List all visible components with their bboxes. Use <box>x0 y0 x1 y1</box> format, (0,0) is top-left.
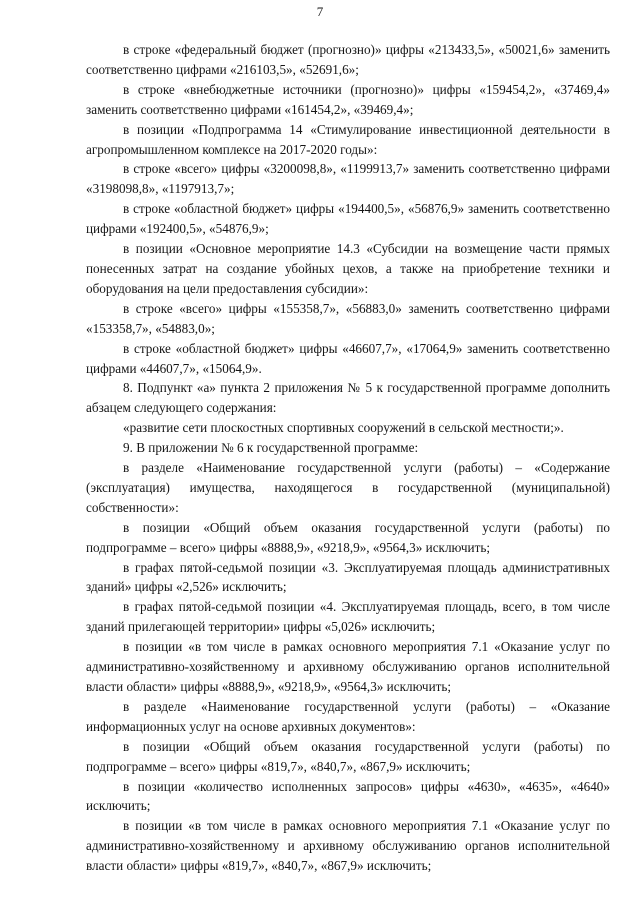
paragraph: в строке «областной бюджет» цифры «46607,7», «17064,9» заменить соответственно цифрами «44607,7», «15064,9». <box>86 340 610 376</box>
paragraph: «развитие сети плоскостных спортивных сооружений в сельской местности;». <box>123 420 564 436</box>
paragraph: в позиции «в том числе в рамках основного мероприятия 7.1 «Оказание услуг по административно-хозяйственному и архивному обслуживанию органов исполнительной власти области» цифры «819,7», «840,7», «867,9» исключить; <box>86 818 610 874</box>
paragraph: в графах пятой-седьмой позиции «3. Эксплуатируемая площадь административных зданий» цифры «2,526» исключить; <box>86 559 610 595</box>
paragraph: 9. В приложении № 6 к государственной программе: <box>123 440 419 456</box>
paragraph: в строке «федеральный бюджет (прогнозно)» цифры «213433,5», «50021,6» заменить соответственно цифрами «216103,5», «52691,6»; <box>86 42 610 77</box>
document-body <box>86 40 610 876</box>
paragraph: в позиции «Подпрограмма 14 «Стимулирование инвестиционной деятельности в агропромышленном комплексе на 2017-2020 годы»: <box>86 121 610 157</box>
paragraph: в позиции «Общий объем оказания государственной услуги (работы) по подпрограмме – всего» цифры «819,7», «840,7», «867,9» исключить; <box>86 738 610 774</box>
page-number: 7 <box>316 4 324 19</box>
paragraph: в строке «всего» цифры «3200098,8», «1199913,7» заменить соответственно цифрами «3198098,8», «1197913,7»; <box>86 161 610 197</box>
paragraph: 8. Подпункт «а» пункта 2 приложения № 5 к государственной программе дополнить абзацем следующего содержания: <box>86 380 610 416</box>
paragraph: в графах пятой-седьмой позиции «4. Эксплуатируемая площадь, всего, в том числе зданий прилегающей территории» цифры «5,026» исключить; <box>86 599 610 635</box>
paragraph: в позиции «Основное мероприятие 14.3 «Субсидии на возмещение части прямых понесенных затрат на создание убойных цехов, а также на приобретение техники и оборудования на цели предоставления субсидии»: <box>86 241 610 296</box>
paragraph: в позиции «Общий объем оказания государственной услуги (работы) по подпрограмме – всего» цифры «8888,9», «9218,9», «9564,3» исключить; <box>86 519 610 555</box>
paragraph: в позиции «в том числе в рамках основного мероприятия 7.1 «Оказание услуг по административно-хозяйственному и архивному обслуживанию органов исполнительной власти области» цифры «8888,9», «9218,9», «9564,3» исключить; <box>86 639 610 694</box>
paragraph: в разделе «Наименование государственной услуги (работы) – «Оказание информационных услуг на основе архивных документов»: <box>86 698 610 734</box>
paragraph: в строке «внебюджетные источники (прогнозно)» цифры «159454,2», «37469,4» заменить соответственно цифрами «161454,2», «39469,4»; <box>86 81 610 117</box>
paragraph: в позиции «количество исполненных запросов» цифры «4630», «4635», «4640» исключить; <box>86 778 610 814</box>
paragraph: в строке «областной бюджет» цифры «194400,5», «56876,9» заменить соответственно цифрами «192400,5», «54876,9»; <box>86 201 610 237</box>
paragraph: в разделе «Наименование государственной услуги (работы) – «Содержание (эксплуатация) имущества, находящегося в государственной (муниципальной) собственности»: <box>86 460 610 515</box>
paragraph: в строке «всего» цифры «155358,7», «56883,0» заменить соответственно цифрами «153358,7», «54883,0»; <box>86 300 610 336</box>
